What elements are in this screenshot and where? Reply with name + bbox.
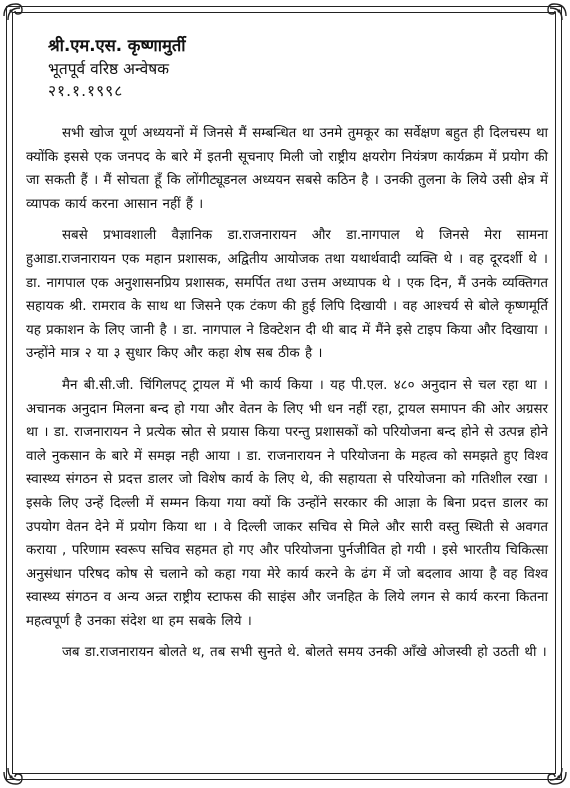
- author-designation: भूतपूर्व वरिष्ठ अन्वेषक: [48, 60, 170, 78]
- corner-ornament-icon: [2, 2, 28, 28]
- corner-ornament-icon: [542, 760, 568, 786]
- paragraph-4: जब डा.राजनारायन बोलते थ, तब सभी सुनते थे. बोलते समय उनकी आँखे ओजस्वी हो उठती थी ।: [62, 645, 547, 661]
- corner-ornament-icon: [542, 2, 568, 28]
- paragraph-3: मैन बी.सी.जी. चिंगिलपट् ट्रायल में भी कार्य किया । यह पी.एल. ४८० अनुदान से चल रहा था । अचानक अनुदान मिलना बन्द हो गया और वेतन के लिए भी धन नहीं रहा, ट्रायल समापन की ओर अग्रसर था । डा. राजनारायन ने प्रत्येक स्रोत से प्रयास किया परन्तु प्रशासकों को परियोजना बन्द होने से उत्पन्न होने वाले नुकसान के बारे में समझ नही आया । डा. राजनारायन ने परियोजना के महत्व को समझते हुए विश्व स्वास्थ्य संगठन से प्रदत्त डालर जो विशेष कार्य के लिए थे, की सहायता से परियोजना को गतिशील रखा । इसके लिए उन्हें दिल्ली में सम्मन किया गया क्यों कि उन्होंने सरकार की आज्ञा के बिना प्रदत्त डालर का उपयोग वेतन देने में प्रयोग किया था । वे दिल्ली जाकर सचिव से मिले और सारी वस्तु स्थिती से अवगत कराया , परिणाम स्वरूप सचिव सहमत हो गए और परियोजना पुर्नजीवित हो गयी । इसे भारतीय चिकित्सा अनुसंधान परिषद कोष से चलाने को कहा गया मेरे कार्य करने के ढंग में जो बदलाव आया है वह विश्व स्वास्थ्य संगठन व अन्य अन्र्त राष्ट्रीय स्टाफस की साइंस और जनहित के लिये लगन से कार्य करना कितना महत्वपूर्ण है उनका संदेश था हम सबके लिये ।: [26, 377, 548, 629]
- corner-ornament-icon: [2, 760, 28, 786]
- document-body: [26, 122, 548, 665]
- author-name: श्री.एम.एस. कृष्णामुर्ती: [48, 36, 186, 55]
- paragraph-2: सबसे प्रभावशाली वैज्ञानिक डा.राजनारायन और डा.नागपाल थे जिनसे मेरा सामना हुआडा.राजनारायन एक महान प्रशासक, अद्वितीय आयोजक तथा यथार्थवादी व्यक्ति थे । वह दूरदर्शी थे । डा. नागपाल एक अनुशासनप्रिय प्रशासक, समर्पित तथा उत्तम अध्यापक थे । एक दिन, मैं उनके व्यक्तिगत सहायक श्री. रामराव के साथ था जिसने एक टंकण की हुई लिपि दिखायी । वह आश्चर्य से बोले कृष्णमूर्ति यह प्रकाशन के लिए जानी है । डा. नागपाल ने डिक्टेशन दी थी बाद में मैंने इसे टाइप किया और दिखाया । उन्होंने मात्र २ या ३ सुधार किए और कहा शेष सब ठीक है ।: [26, 228, 548, 362]
- author-header: [48, 34, 186, 102]
- paragraph-1: सभी खोज यूर्ण अध्ययनों में जिनसे मैं सम्बन्धित था उनमे तुमकूर का सर्वेक्षण बहुत ही दिलचस्प था क्योंकि इससे एक जनपद के बारे में इतनी सूचनाए मिली जो राष्ट्रीय क्षयरोग नियंत्रण कार्यक्रम में प्रयोग की जा सकती हैं । मैं सोचता हूँ कि लोंगीट्यूडनल अध्ययन सबसे कठिन है । उनकी तुलना के लिये उसी क्षेत्र में व्यापक कार्य करना आसान नहीं हैं ।: [26, 126, 548, 212]
- document-date: २१.१.१९९८: [48, 82, 124, 100]
